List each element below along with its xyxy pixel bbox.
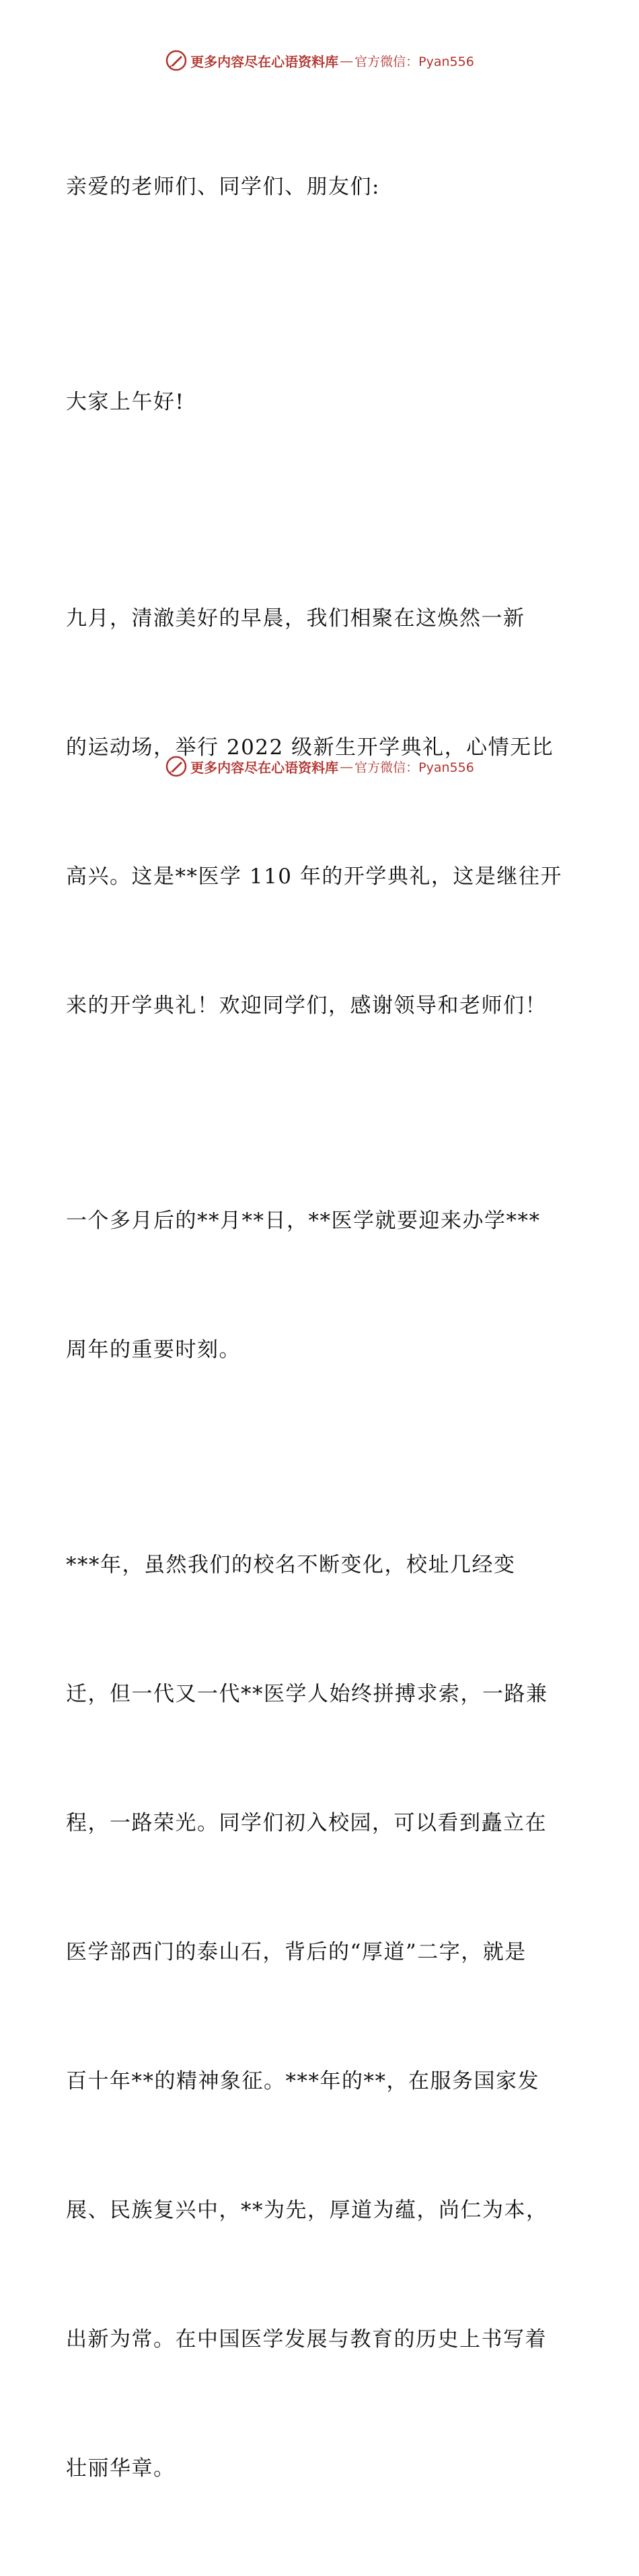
watermark-main-text: 更多内容尽在心语资料库 [190,53,339,70]
text-line: 周年的重要时刻。 [66,1338,241,1362]
text-line: 亲爱的老师们、同学们、朋友们: [66,175,380,199]
watermark-dash: — [340,758,354,774]
text-line: 一个多月后的**月**日，**医学就要迎来办学*** [66,1209,541,1233]
watermark-dash: — [340,52,354,69]
header-watermark [0,47,639,74]
paragraph [66,1113,577,1457]
watermark-wechat-text: 官方微信：Pyan556 [354,760,474,775]
text-line: 大家上午好! [66,390,185,414]
footer-watermark [0,753,639,780]
paragraph [66,294,577,510]
text-line: 百十年**的精神象征。***年的**，在服务国家发 [66,2069,539,2093]
text-line: 迁，但一代又一代**医学人始终拼搏求索，一路兼 [66,1682,548,1706]
text-line: ***年，虽然我们的校名不断变化，校址几经变 [66,1553,516,1577]
text-line: 壮丽华章。 [66,2456,176,2481]
text-line: 程，一路荣光。同学们初入校园，可以看到矗立在 [66,1811,547,1835]
text-line: 展、民族复兴中，**为先，厚道为蕴，尚仁为本， [66,2198,548,2222]
text-line: 医学部西门的泰山石，背后的“厚道”二字，就是 [66,1940,527,1964]
paragraph [66,1457,577,2576]
text-line: 的运动场，举行 2022 级新生开学典礼，心情无比 [66,735,554,760]
quill-logo-icon [165,755,188,778]
watermark-main-text: 更多内容尽在心语资料库 [190,759,339,776]
text-line: 来的开学典礼！欢迎同学们，感谢领导和老师们！ [66,994,547,1018]
document-body [66,79,577,2576]
text-line: 九月，清澈美好的早晨，我们相聚在这焕然一新 [66,606,525,631]
paragraph [66,511,577,1113]
text-line: 高兴。这是**医学 110 年的开学典礼，这是继往开 [66,864,562,889]
quill-logo-icon [165,49,188,72]
text-line: 出新为常。在中国医学发展与教育的历史上书写着 [66,2327,547,2351]
watermark-wechat-text: 官方微信：Pyan556 [354,54,474,69]
paragraph [66,79,577,294]
